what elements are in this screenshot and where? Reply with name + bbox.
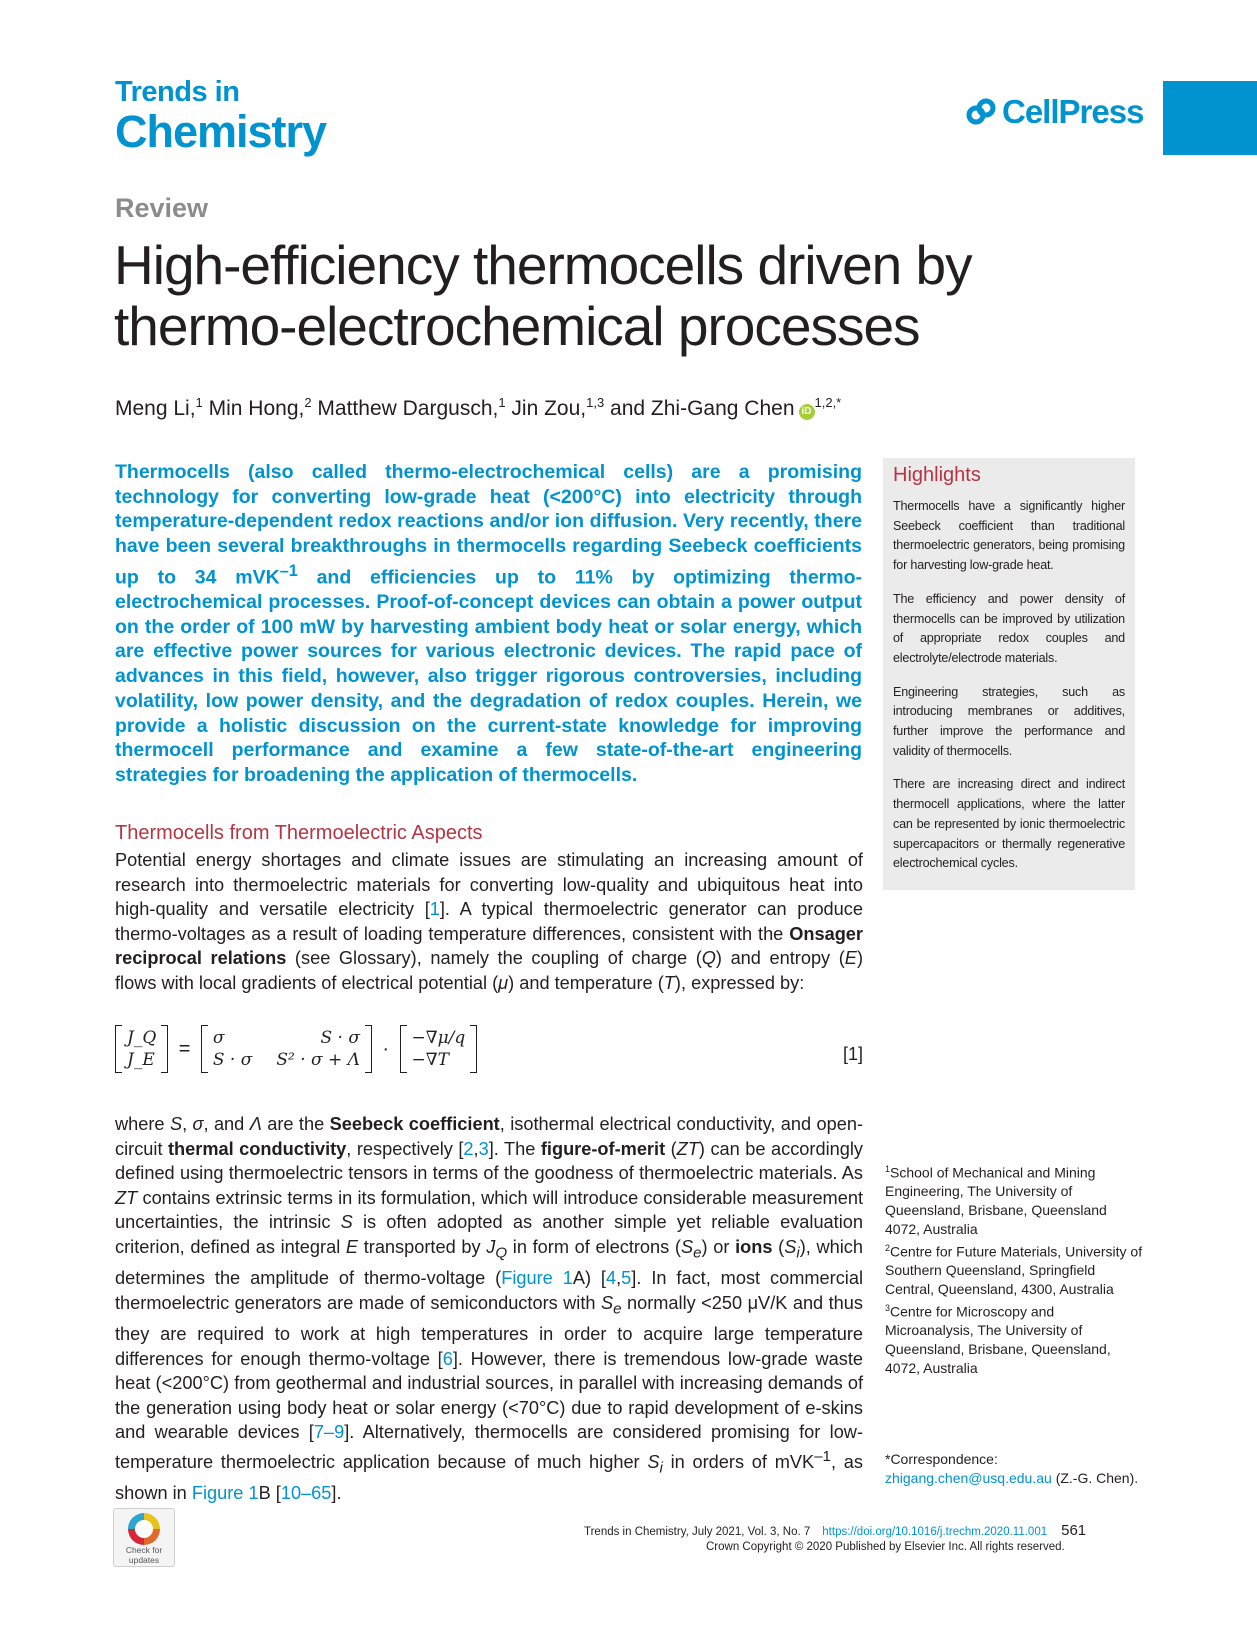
author-affiliation: 1,2,*: [814, 395, 842, 410]
author-name: Min Hong,: [208, 397, 305, 420]
highlight-item: Engineering strategies, such as introducing membranes or additives, further improve the performance and validity of thermocells.: [893, 684, 1125, 758]
blue-edge-tab: [1163, 81, 1257, 155]
glossary-term[interactable]: Seebeck coefficient: [329, 1114, 500, 1134]
lhs-jq: J_Q: [127, 1028, 157, 1048]
cellpress-chain-icon: [966, 97, 996, 127]
body-paragraph-1: Potential energy shortages and climate issues are stimulating an increasing amount of research into thermoelectric materials for converting low-quality and ubiquitous heat into high-quality and versatile electricity [1]. A typical thermoelectric generator can produce thermo-voltages as a result of loading temperature differences, consistent with the Onsager reciprocal relations (see Glossary), namely the coupling of charge (Q) and entropy (E) flows with local gradients of electrical potential (μ) and temperature (T), expressed by:: [115, 850, 863, 993]
matrix-11: σ: [212, 1028, 225, 1048]
reference-link[interactable]: 2: [463, 1138, 474, 1159]
matrix-21: S · σ: [212, 1050, 253, 1070]
figure-link[interactable]: Figure 1: [191, 1483, 259, 1504]
highlight-item: There are increasing direct and indirect thermocell applications, where the latter can be represented by ionic thermoelectric supercapacitors or thermally regenerative electrochemical cycles.: [893, 777, 1125, 871]
glossary-term[interactable]: thermal conductivity: [167, 1138, 347, 1159]
reference-link[interactable]: 4: [605, 1268, 617, 1289]
rhs-2: −∇T: [411, 1050, 449, 1070]
abstract-text: Thermocells (also called thermo-electrochemical cells) are a promising technology for converting low-grade heat (<200°C) into electricity through temperature-dependent redox reactions and/or ion diffusion. Very recently, there have been several breakthroughs in thermocells regarding Seebeck coefficients up to 34 mVK: [115, 461, 862, 589]
affiliation-item: $^2$Centre for Future Materials, University of Southern Queensland, Springfield Central, Queensland, 4300, Australia: [885, 1242, 1143, 1298]
author-name: and Zhi-Gang Chen: [610, 397, 795, 420]
coefficient-matrix: [201, 1025, 372, 1073]
abstract-superscript: –1: [279, 561, 298, 580]
highlights-heading: Highlights: [893, 464, 981, 486]
reference-link[interactable]: 1: [429, 899, 440, 920]
section-heading: Thermocells from Thermoelectric Aspects: [115, 822, 483, 844]
author-name: Jin Zou,: [511, 397, 587, 420]
badge-text: Check for: [125, 1545, 163, 1555]
body-paragraph-2: where S, σ, and Λ are the Seebeck coefficient, isothermal electrical conductivity, and open-circuit thermal conductivity, respectively [2,3]. The figure-of-merit (ZT) can be accordingly defined using thermoelectric tensors in terms of the goodness of thermoelectric materials. As ZT contains extrinsic terms in its formulation, which will introduce considerable measurement uncertainties, the intrinsic S is often adopted as another simple yet reliable evaluation criterion, defined as integral E transported by $J_Q$ in form of electrons $(S_e)$ or ions $(S_i)$, which determines the amplitude of thermo-voltage (Figure 1A) [4,5]. In fact, most commercial thermoelectric generators are made of semiconductors with $S_e$ normally <250 μV/K and thus they are required to work at high temperatures in order to acquire large temperature differences for enough thermo-voltage [6]. However, there is tremendous low-grade waste heat (<200°C) from geothermal and industrial sources, in parallel with increasing demands of the generation using body heat or solar energy (<70°C) due to rapid development of e-skins and wearable devices [7–9]. Alternatively, thermocells are considered promising for low-temperature thermoelectric application because of much higher $S_i$ in orders of mVK$^{-1}$, as shown in Figure 1B [10–65].: [115, 1114, 864, 1504]
article-type: Review: [115, 193, 209, 223]
highlight-item: Thermocells have a significantly higher Seebeck coefficient than traditional thermoelectric generators, being promising for harvesting low-grade heat.: [893, 499, 1125, 573]
affiliation-item: $^1$School of Mechanical and Mining Engineering, The University of Queensland, Brisbane, Queensland 4072, Australia: [885, 1164, 1107, 1238]
reference-link[interactable]: 5: [621, 1268, 632, 1289]
glossary-term[interactable]: figure-of-merit: [540, 1138, 666, 1159]
affiliation-item: $^3$Centre for Microscopy and Microanalysis, The University of Queensland, Brisbane, Queensland, 4072, Australia: [885, 1302, 1111, 1376]
author-name: Matthew Dargusch,: [317, 397, 499, 420]
author-affiliation: 1: [498, 395, 506, 410]
matrix-12: S · σ: [320, 1028, 360, 1048]
affiliations: [885, 1160, 1145, 1378]
figure-link[interactable]: Figure 1: [501, 1268, 573, 1289]
abstract-text: and efficiencies up to 11% by optimizing thermo-electrochemical processes. Proof-of-concept devices can obtain a power output on the order of 100 mW by harvesting ambient body heat or solar energy, which are effective power sources for various electronic devices. The rapid pace of advances in this field, however, also trigger rigorous controversies, including volatility, low power density, and the degradation of redox couples. Herein, we provide a holistic discussion on the current-state knowledge for improving thermocell performance and examine a few state-of-the-art engineering strategies for broadening the application of thermocells.: [115, 566, 862, 786]
journal-name-line2: Chemistry: [115, 106, 327, 157]
orcid-icon[interactable]: iD: [799, 404, 815, 420]
rhs-1: −∇μ/q: [411, 1028, 466, 1048]
author-name: Meng Li,: [115, 397, 196, 420]
page-number: 561: [1061, 1522, 1087, 1539]
author-affiliation: 1: [195, 395, 203, 410]
check-for-updates-badge[interactable]: [113, 1508, 175, 1567]
copyright: Crown Copyright © 2020 Published by Elsevier Inc. All rights reserved.: [706, 1541, 1065, 1553]
article-title: High-efficiency thermocells driven by thermo-electrochemical processes: [114, 234, 972, 357]
glossary-term[interactable]: Onsager reciprocal relations: [115, 923, 863, 969]
equation-1: J_Q J_E = σ S · σ S · σ S² · σ + Λ · −∇μ/q −∇T: [115, 1025, 863, 1085]
equation-number: [1]: [842, 1044, 863, 1064]
correspondence-email[interactable]: zhigang.chen@usq.edu.au: [885, 1469, 1052, 1486]
journal-name-line1: Trends in: [115, 76, 240, 108]
glossary-term[interactable]: ions: [735, 1236, 773, 1257]
matrix-22: S² · σ + Λ: [276, 1050, 360, 1070]
publisher-name: CellPress: [1002, 93, 1144, 130]
correspondence-name: (Z.-G. Chen).: [1055, 1469, 1139, 1486]
lhs-vector: [115, 1025, 168, 1073]
doi-link[interactable]: https://doi.org/10.1016/j.trechm.2020.11.001: [822, 1526, 1048, 1538]
cellpress-logo: [966, 93, 1143, 131]
crossmark-icon: [128, 1513, 160, 1545]
citation: Trends in Chemistry, July 2021, Vol. 3, No. 7: [584, 1526, 811, 1538]
lhs-je: J_E: [127, 1050, 155, 1070]
highlights-box: [883, 458, 1135, 890]
author-list: [115, 395, 841, 421]
reference-link[interactable]: 7–9: [313, 1422, 345, 1443]
journal-logo: [115, 76, 327, 157]
badge-text: updates: [128, 1555, 160, 1565]
correspondence-label: *Correspondence:: [885, 1451, 998, 1467]
author-affiliation: 2: [304, 395, 312, 410]
highlight-item: The efficiency and power density of thermocells can be improved by utilization of appropriate redox couples and electrolyte/electrode materials.: [893, 591, 1125, 665]
reference-link[interactable]: 6: [442, 1348, 453, 1369]
reference-link[interactable]: 10–65: [280, 1483, 332, 1504]
reference-link[interactable]: 3: [478, 1138, 489, 1159]
author-affiliation: 1,3: [586, 395, 605, 410]
footer-citation-line: [584, 1522, 1086, 1539]
gradient-vector: [400, 1025, 478, 1073]
correspondence: [885, 1450, 1155, 1488]
abstract: [115, 460, 862, 788]
